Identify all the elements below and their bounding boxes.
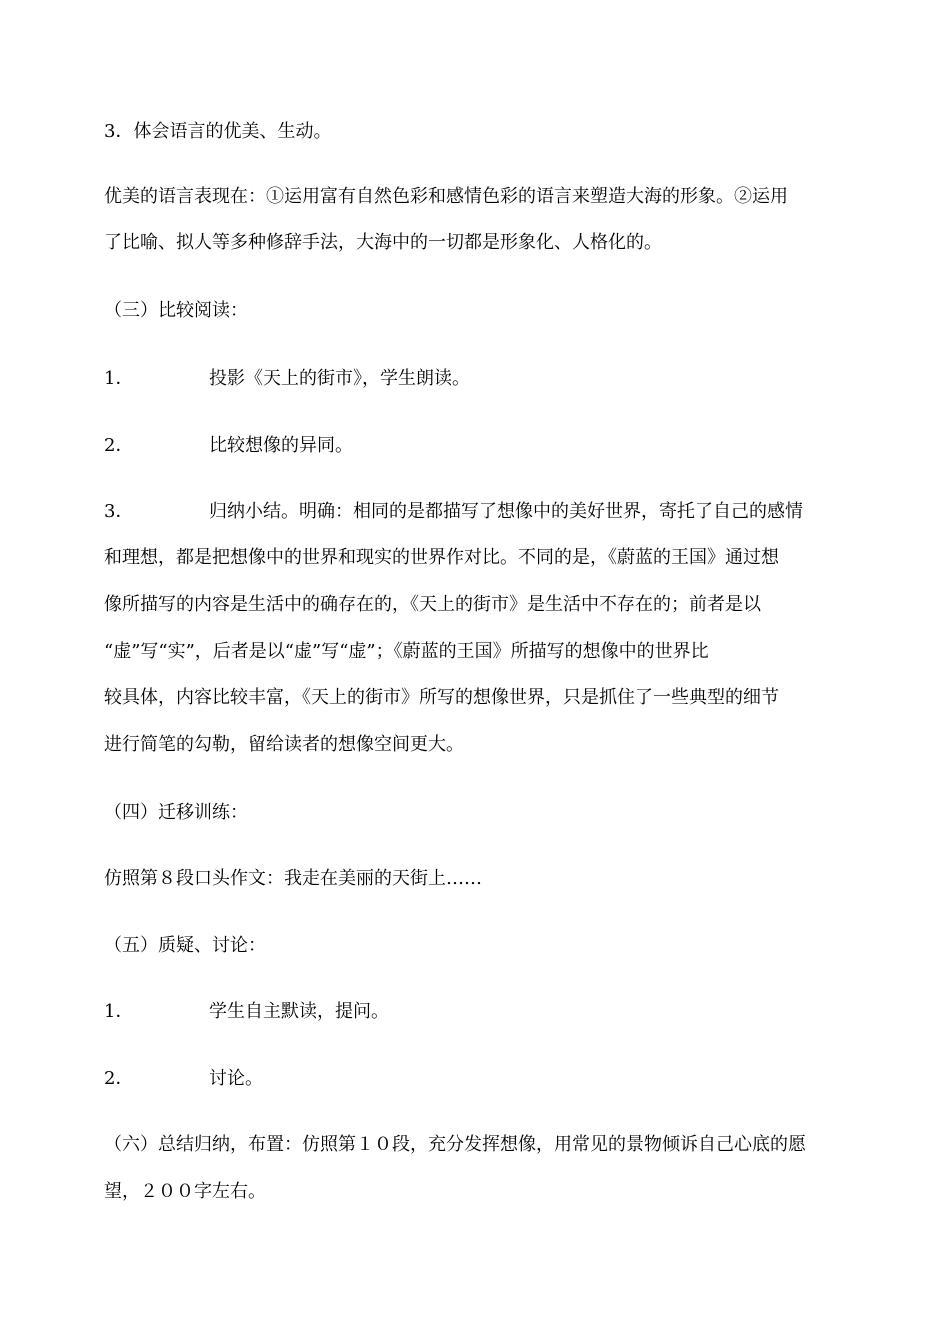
section-5-title: （五）质疑、讨论：	[104, 935, 266, 956]
summary-line-2: 像所描写的内容是生活中的确存在的，《天上的街市》是生活中不存在的；前者是以	[104, 594, 761, 615]
summary-line-1: 和理想，都是把想像中的世界和现实的世界作对比。不同的是，《蔚蓝的王国》通过想	[104, 547, 779, 568]
summary-line-3: “虚”写“实”，后者是以“虚”写“虚”；《蔚蓝的王国》所描写的想像中的世界比	[104, 641, 709, 662]
section-3-item-1-text: 投影《天上的街市》，学生朗读。	[209, 368, 470, 389]
beauty-paragraph-line-1: 优美的语言表现在：①运用富有自然色彩和感情色彩的语言来塑造大海的形象。②运用	[104, 186, 788, 207]
section-4-text: 仿照第８段口头作文：我走在美丽的天街上……	[104, 868, 482, 889]
section-5-item-1-number: 1．	[104, 1001, 134, 1022]
section-3-item-2-text: 比较想像的异同。	[209, 435, 353, 456]
section-6-line-1: （六）总结归纳，布置：仿照第１０段，充分发挥想像，用常见的景物倾诉自己心底的愿	[104, 1134, 806, 1155]
section-5-item-2-number: 2．	[104, 1068, 134, 1089]
section-3-item-1-number: 1．	[104, 368, 134, 389]
section-5-item-2-text: 讨论。	[209, 1068, 263, 1089]
section-3-item-3-text: 归纳小结。明确：相同的是都描写了想像中的美好世界，寄托了自己的感情	[209, 501, 803, 522]
section-3-item-3-number: 3．	[104, 501, 134, 522]
item-3-heading: 3．体会语言的优美、生动。	[104, 121, 332, 142]
beauty-paragraph-line-2: 了比喻、拟人等多种修辞手法，大海中的一切都是形象化、人格化的。	[104, 232, 662, 253]
section-3-item-2-number: 2．	[104, 435, 134, 456]
section-5-item-1-text: 学生自主默读，提问。	[209, 1001, 389, 1022]
summary-line-4: 较具体，内容比较丰富，《天上的街市》所写的想像世界，只是抓住了一些典型的细节	[104, 687, 779, 708]
summary-line-5: 进行简笔的勾勒，留给读者的想像空间更大。	[104, 734, 464, 755]
section-6-line-2: 望，２００字左右。	[104, 1181, 266, 1202]
section-4-title: （四）迁移训练：	[104, 802, 248, 823]
section-3-title: （三）比较阅读：	[104, 300, 248, 321]
